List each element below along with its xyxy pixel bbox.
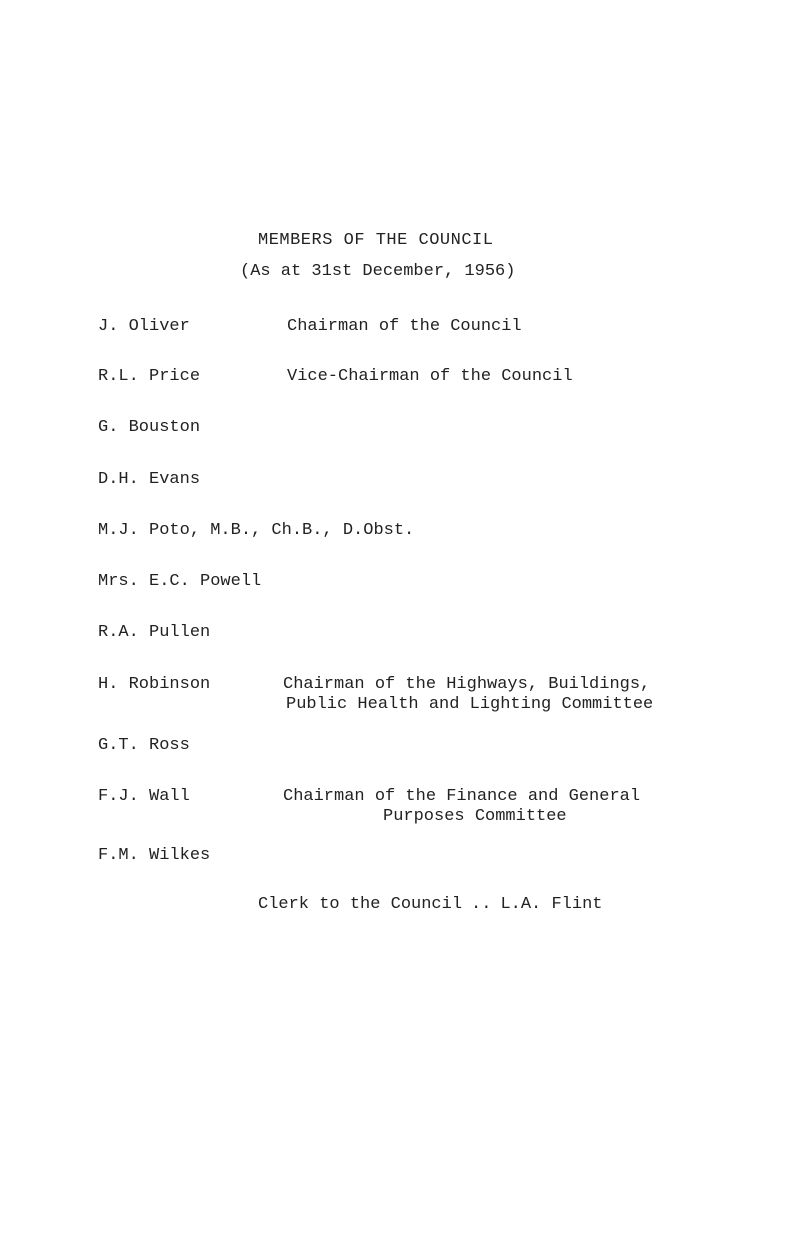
member-role-line: Vice-Chairman of the Council — [287, 367, 573, 386]
clerk-separator: .. — [471, 895, 492, 914]
member-entry-bouston — [0, 418, 800, 458]
member-name: Mrs. E.C. Powell — [98, 572, 262, 591]
member-role-line: Purposes Committee — [383, 807, 567, 826]
member-entry-poto — [0, 521, 800, 561]
member-name: G. Bouston — [98, 418, 201, 437]
member-entry-wall — [0, 787, 800, 827]
member-entry-oliver — [0, 317, 800, 357]
member-entry-wilkes — [0, 846, 800, 886]
member-name: M.J. Poto, M.B., Ch.B., D.Obst. — [98, 521, 415, 540]
member-name: J. Oliver — [98, 317, 190, 336]
clerk-line — [258, 895, 602, 915]
member-name: F.J. Wall — [98, 787, 190, 806]
member-role — [283, 675, 653, 715]
page-title: MEMBERS OF THE COUNCIL — [258, 231, 494, 250]
member-role — [283, 787, 640, 827]
member-role — [287, 367, 573, 387]
member-name: F.M. Wilkes — [98, 846, 211, 865]
member-entry-evans — [0, 470, 800, 510]
clerk-name: L.A. Flint — [500, 895, 603, 914]
member-role-line: Chairman of the Council — [287, 317, 522, 336]
member-entry-ross — [0, 736, 800, 776]
member-entry-robinson — [0, 675, 800, 715]
member-role-line: Chairman of the Finance and General — [283, 787, 641, 806]
page-subtitle: (As at 31st December, 1956) — [240, 262, 516, 281]
member-name: H. Robinson — [98, 675, 211, 694]
member-name: R.A. Pullen — [98, 623, 211, 642]
member-role-line: Chairman of the Highways, Buildings, — [283, 675, 651, 694]
member-name: D.H. Evans — [98, 470, 201, 489]
member-name: R.L. Price — [98, 367, 201, 386]
member-role-line: Public Health and Lighting Committee — [286, 695, 654, 714]
clerk-label: Clerk to the Council — [258, 895, 463, 914]
member-role — [287, 317, 522, 337]
member-entry-powell — [0, 572, 800, 612]
member-entry-pullen — [0, 623, 800, 663]
member-name: G.T. Ross — [98, 736, 190, 755]
member-entry-price — [0, 367, 800, 407]
